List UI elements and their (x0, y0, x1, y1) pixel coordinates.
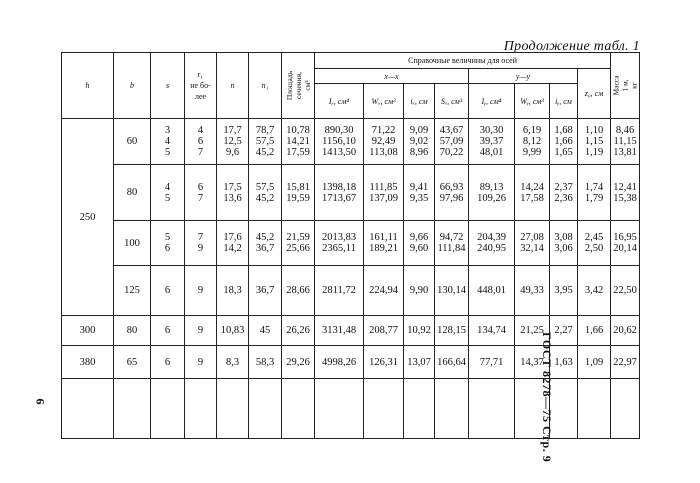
cell-Iy: 448,01 (469, 266, 515, 316)
cell-n1: 57,5 45,2 (249, 165, 282, 221)
cell-n1: 45 (249, 316, 282, 346)
table-caption: Продолжение табл. 1 (503, 39, 640, 54)
cell-n1: 36,7 (249, 266, 282, 316)
header-axis-xx: x—x (315, 69, 469, 84)
cell-iy: 1,68 1,66 1,65 (550, 119, 578, 165)
cell-Iy: 30,30 39,37 48,01 (469, 119, 515, 165)
cell-area: 29,26 (282, 346, 315, 379)
cell-h: 250 (62, 119, 114, 316)
header-iy: iᵧ, см (550, 84, 578, 119)
cell-h: 300 (62, 316, 114, 346)
cell-Wx: 208,77 (364, 316, 404, 346)
cell-Sx: 130,14 (435, 266, 469, 316)
cell-Wx: 111,85 137,09 (364, 165, 404, 221)
header-ix: iₓ, см (404, 84, 435, 119)
header-area: Площадь сечения, см² (285, 70, 313, 100)
cell-n: 17,7 12,5 9,6 (217, 119, 249, 165)
cell-Wy: 27,08 32,14 (515, 221, 550, 266)
cell-ix: 9,41 9,35 (404, 165, 435, 221)
cell-z0: 2,45 2,50 (578, 221, 611, 266)
cell-Wx: 161,11 189,21 (364, 221, 404, 266)
cell-mass: 12,41 15,38 (611, 165, 640, 221)
cell-Wy: 6,19 8,12 9,99 (515, 119, 550, 165)
page-number (33, 392, 48, 410)
cell-n1: 58,3 (249, 346, 282, 379)
cell-n: 8,3 (217, 346, 249, 379)
cell-ix: 13,07 (404, 346, 435, 379)
cell-mass: 16,95 20,14 (611, 221, 640, 266)
cell-Wx: 126,31 (364, 346, 404, 379)
cell-r1: 9 (185, 316, 217, 346)
cell-Wy: 21,25 (515, 316, 550, 346)
cell-Wy: 14,24 17,58 (515, 165, 550, 221)
cell-Iy: 89,13 109,26 (469, 165, 515, 221)
cell-n: 17,5 13,6 (217, 165, 249, 221)
cell-b: 60 (114, 119, 151, 165)
cell-n1: 78,7 57,5 45,2 (249, 119, 282, 165)
cell-ix: 9,09 9,02 8,96 (404, 119, 435, 165)
cell-mass: 22,97 (611, 346, 640, 379)
table-row (62, 266, 640, 316)
header-Iy: Iᵧ, см⁴ (469, 84, 515, 119)
cell-s: 6 (151, 266, 185, 316)
header-Ix: Iₓ, см⁴ (315, 84, 364, 119)
cell-z0: 3,42 (578, 266, 611, 316)
header-s: s (151, 53, 185, 119)
cell-n: 17,6 14,2 (217, 221, 249, 266)
cell-Iy: 204,39 240,95 (469, 221, 515, 266)
cell-Sx: 66,93 97,96 (435, 165, 469, 221)
page-number-text: 6 (33, 398, 48, 405)
header-reference-values: Справочные величины для осей (315, 53, 611, 69)
cell-iy: 2,27 (550, 316, 578, 346)
cell-r1: 9 (185, 346, 217, 379)
cell-b: 80 (114, 165, 151, 221)
gost-page-label: ГОСТ 8278—75 Стр. 9 (539, 332, 554, 463)
cell-Ix: 1398,18 1713,67 (315, 165, 364, 221)
cell-mass: 8,46 11,15 13,81 (611, 119, 640, 165)
cell-n: 18,3 (217, 266, 249, 316)
cell-Ix: 890,30 1156,10 1413,50 (315, 119, 364, 165)
cell-Ix: 2013,83 2365,11 (315, 221, 364, 266)
cell-Wy: 49,33 (515, 266, 550, 316)
cell-area: 15,81 19,59 (282, 165, 315, 221)
cell-s: 6 (151, 316, 185, 346)
cell-n1: 45,2 36,7 (249, 221, 282, 266)
header-axis-yy: y—y (469, 69, 578, 84)
cell-ix: 9,90 (404, 266, 435, 316)
cell-Ix: 3131,48 (315, 316, 364, 346)
cell-mass: 20,62 (611, 316, 640, 346)
cell-z0: 1,74 1,79 (578, 165, 611, 221)
cell-r1: 4 6 7 (185, 119, 217, 165)
cell-z0: 1,09 (578, 346, 611, 379)
cell-Ix: 2811,72 (315, 266, 364, 316)
cell-Ix: 4998,26 (315, 346, 364, 379)
cell-mass: 22,50 (611, 266, 640, 316)
cell-r1: 7 9 (185, 221, 217, 266)
cell-Wx: 71,22 92,49 113,08 (364, 119, 404, 165)
header-h: h (62, 53, 114, 119)
header-mass: Масса 1 м, кг (611, 74, 639, 96)
cell-z0: 1,10 1,15 1,19 (578, 119, 611, 165)
header-Wy: Wᵧ, см³ (515, 84, 550, 119)
cell-Wx: 224,94 (364, 266, 404, 316)
cell-h: 380 (62, 346, 114, 379)
cell-Sx: 166,64 (435, 346, 469, 379)
table-row (62, 221, 640, 266)
cell-area: 21,59 25,66 (282, 221, 315, 266)
cell-iy: 3,95 (550, 266, 578, 316)
cell-Iy: 77,71 (469, 346, 515, 379)
cell-b: 100 (114, 221, 151, 266)
header-r1: r₁ не бо- лее (185, 53, 217, 119)
cell-s: 6 (151, 346, 185, 379)
cell-b: 80 (114, 316, 151, 346)
cell-s: 3 4 5 (151, 119, 185, 165)
cell-r1: 6 7 (185, 165, 217, 221)
cell-Iy: 134,74 (469, 316, 515, 346)
header-n: n (217, 53, 249, 119)
cell-s: 4 5 (151, 165, 185, 221)
cell-iy: 2,37 2,36 (550, 165, 578, 221)
cell-n: 10,83 (217, 316, 249, 346)
cell-Sx: 43,67 57,09 70,22 (435, 119, 469, 165)
cell-b: 125 (114, 266, 151, 316)
cell-ix: 10,92 (404, 316, 435, 346)
cell-z0: 1,66 (578, 316, 611, 346)
cell-area: 10,78 14,21 17,59 (282, 119, 315, 165)
cell-iy: 3,08 3,06 (550, 221, 578, 266)
cell-Wy: 14,37 (515, 346, 550, 379)
header-Wx: Wₓ, см³ (364, 84, 404, 119)
header-z0: z₀, см (578, 69, 611, 119)
header-n1: n₁ (249, 53, 282, 119)
table-row (62, 165, 640, 221)
header-Sx: Sₓ, см³ (435, 84, 469, 119)
cell-iy: 1,63 (550, 346, 578, 379)
cell-b: 65 (114, 346, 151, 379)
header-b: b (114, 53, 151, 119)
cell-r1: 9 (185, 266, 217, 316)
cell-area: 28,66 (282, 266, 315, 316)
cell-Sx: 94,72 111,84 (435, 221, 469, 266)
cell-s: 5 6 (151, 221, 185, 266)
cell-area: 26,26 (282, 316, 315, 346)
cell-ix: 9,66 9,60 (404, 221, 435, 266)
table-row (62, 119, 640, 165)
cell-Sx: 128,15 (435, 316, 469, 346)
